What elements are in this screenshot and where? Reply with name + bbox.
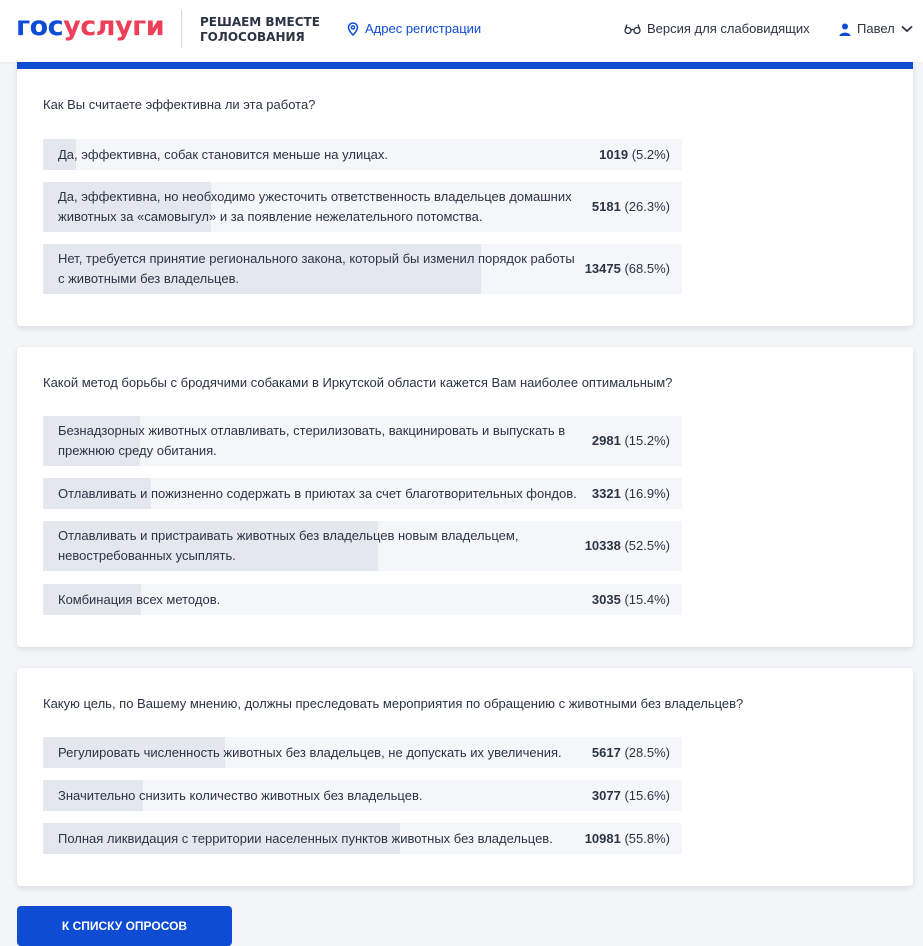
glasses-icon	[624, 23, 641, 35]
poll-option-text: Значительно снизить количество животных без владельцев.	[58, 787, 423, 803]
poll-option	[43, 182, 682, 232]
project-title-line1: РЕШАЕМ ВМЕСТЕ	[200, 15, 320, 29]
poll-option-percent: (15.6%)	[624, 787, 670, 803]
poll-option-result	[592, 591, 670, 609]
poll-option	[43, 139, 682, 170]
poll-option-count: 5181	[591, 199, 621, 214]
poll-option-result	[592, 787, 670, 805]
address-link[interactable]	[347, 20, 481, 38]
poll-option-count: 2981	[591, 433, 621, 448]
poll-option-result	[599, 146, 670, 164]
project-title-line2: ГОЛОСОВАНИЯ	[200, 30, 305, 44]
poll-question: Какой метод борьбы с бродячими собаками в Иркутской области кажется Вам наиболее оптимальным?	[43, 375, 673, 390]
poll-option	[43, 244, 682, 294]
poll-option-count: 3321	[591, 485, 621, 501]
poll-option-percent: (5.2%)	[631, 146, 670, 162]
poll-option-text: Полная ликвидация с территории населенных пунктов животных без владельцев.	[58, 830, 553, 846]
poll-option-percent: (55.8%)	[624, 830, 670, 846]
poll-option-result	[585, 260, 670, 278]
poll-option-count: 13475	[584, 261, 621, 276]
poll-option	[43, 737, 682, 768]
poll-option-text: Отлавливать и пристраивать животных без владельцев новым владельцем, невостребованных усыплять.	[58, 528, 519, 563]
poll-option-percent: (15.2%)	[624, 433, 670, 448]
poll-option-result	[585, 830, 670, 848]
chevron-down-icon	[901, 25, 913, 33]
poll-option-result	[585, 537, 670, 555]
poll-top-accent-bar	[17, 62, 913, 69]
poll-card	[17, 668, 913, 886]
gosuslugi-logo[interactable]	[16, 11, 164, 43]
back-to-polls-button[interactable]: К СПИСКУ ОПРОСОВ	[17, 906, 232, 946]
poll-option	[43, 584, 682, 615]
poll-option-result	[592, 432, 670, 450]
poll-question: Как Вы считаете эффективна ли эта работа?	[43, 97, 316, 112]
poll-option-result	[592, 198, 670, 216]
poll-option	[43, 780, 682, 811]
user-name: Павел	[857, 21, 895, 36]
poll-option-percent: (28.5%)	[624, 744, 670, 760]
poll-option	[43, 521, 682, 571]
poll-option-text: Отлавливать и пожизненно содержать в приютах за счет благотворительных фондов.	[58, 485, 577, 501]
poll-option-text: Нет, требуется принятие регионального закона, который бы изменил порядок работы с животными без владельцев.	[58, 251, 575, 286]
poll-option-count: 3077	[591, 787, 621, 803]
site-header	[0, 0, 923, 62]
accessibility-link-label: Версия для слабовидящих	[647, 21, 810, 36]
poll-option	[43, 416, 682, 466]
poll-option-count: 5617	[591, 744, 621, 760]
poll-option-result	[592, 485, 670, 503]
poll-option-text: Регулировать численность животных без владельцев, не допускать их увеличения.	[58, 744, 562, 760]
poll-option-percent: (68.5%)	[624, 261, 670, 276]
user-menu[interactable]	[839, 20, 913, 38]
poll-option-percent: (15.4%)	[624, 591, 670, 607]
poll-option-result	[592, 744, 670, 762]
poll-option-count: 10338	[584, 538, 621, 553]
poll-option-count: 10981	[584, 830, 621, 846]
poll-option-text: Да, эффективна, собак становится меньше на улицах.	[58, 146, 388, 162]
poll-card	[17, 62, 913, 326]
poll-option-percent: (16.9%)	[624, 485, 670, 501]
logo-part-uslugi: услуги	[63, 11, 165, 42]
poll-option	[43, 478, 682, 509]
poll-option-text: Безнадзорных животных отлавливать, стерилизовать, вакцинировать и выпускать в прежнюю среду обитания.	[58, 423, 566, 458]
address-link-label: Адрес регистрации	[365, 21, 482, 36]
poll-option-count: 3035	[591, 591, 621, 607]
poll-option-text: Комбинация всех методов.	[58, 591, 221, 607]
accessibility-link[interactable]	[624, 20, 810, 38]
poll-option-percent: (26.3%)	[624, 199, 670, 214]
header-divider	[181, 10, 182, 48]
project-title[interactable]	[200, 15, 330, 45]
poll-option	[43, 823, 682, 854]
logo-part-gos: гос	[16, 11, 64, 42]
poll-option-text: Да, эффективна, но необходимо ужесточить ответственность владельцев домашних животных за «самовыгул» и за появление нежелательного потомства.	[58, 189, 572, 224]
poll-option-percent: (52.5%)	[624, 538, 670, 553]
poll-card	[17, 347, 913, 647]
poll-question: Какую цель, по Вашему мнению, должны преследовать мероприятия по обращению с животными без владельцев?	[43, 696, 744, 711]
poll-option-count: 1019	[599, 146, 629, 162]
user-icon	[839, 23, 851, 36]
location-pin-icon	[347, 22, 359, 36]
